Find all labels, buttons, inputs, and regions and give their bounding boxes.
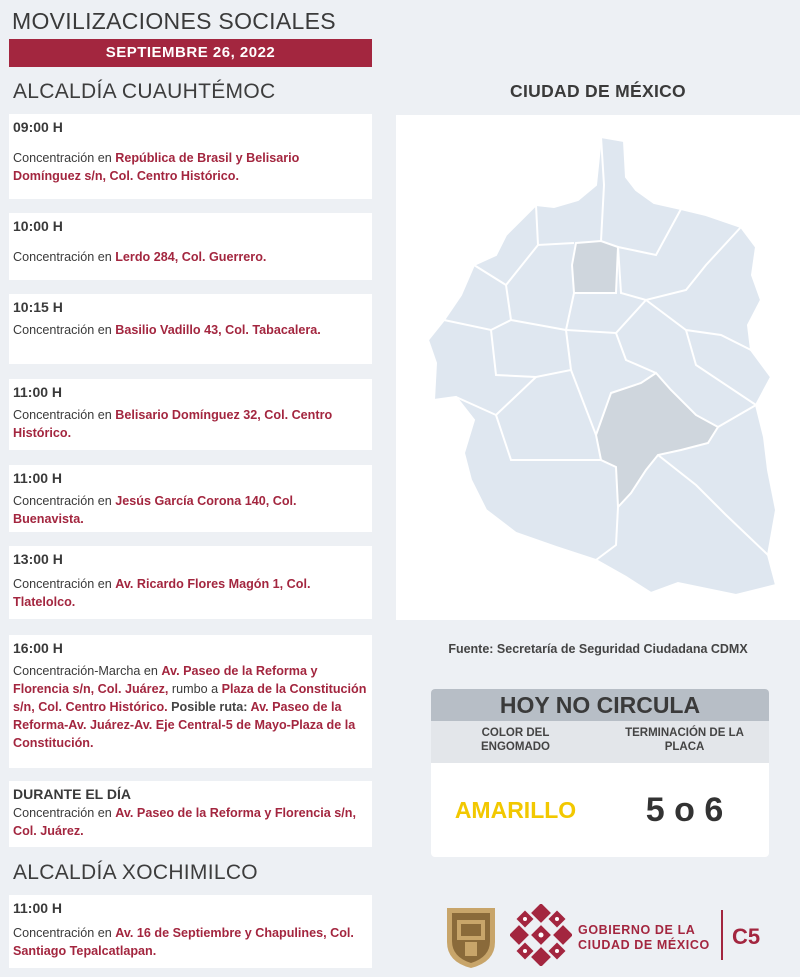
cuauhtemoc-region [572,241,618,293]
sticker-color-value: AMARILLO [454,796,577,823]
section-title-xochimilco: ALCALDÍA XOCHIMILCO [13,861,258,884]
map-panel [396,115,800,620]
event-time: 09:00 H [13,119,63,135]
event-time: 13:00 H [13,551,63,567]
event-time: 16:00 H [13,640,63,656]
event-description: Concentración en República de Brasil y Belisario Domínguez s/n, Col. Centro Histórico. [13,151,300,183]
event-time: 10:15 H [13,299,63,315]
event-card [9,213,372,280]
event-description: Concentración en Belisario Domínguez 32, Col. Centro Histórico. [13,408,333,440]
event-description: Concentración en Basilio Vadillo 43, Col. Tabacalera. [13,323,321,337]
event-description: Concentración en Av. Ricardo Flores Magón 1, Col. Tlatelolco. [13,577,311,609]
cdmx-map [396,115,800,620]
map-source: Fuente: Secretaría de Seguridad Ciudadana CDMX [448,642,748,656]
event-card [9,635,372,768]
section-title-cuauhtemoc: ALCALDÍA CUAUHTÉMOC [13,80,276,103]
plate-digits-value: 5 o 6 [645,790,724,829]
plate-column-label: TERMINACIÓN DE LA PLACA [625,727,744,753]
footer-logos [440,900,780,970]
event-time: 11:00 H [13,900,63,916]
event-time: DURANTE EL DÍA [13,786,131,802]
hoy-no-circula-values [431,763,769,857]
event-description: Concentración en Jesús García Corona 140, Col. Buenavista. [13,494,297,526]
hoy-no-circula-title: HOY NO CIRCULA [431,689,769,721]
event-card [9,781,372,847]
hoy-no-circula-column-headers [431,721,769,763]
event-card [9,546,372,619]
event-card [9,114,372,199]
event-card [9,465,372,532]
color-column-label: COLOR DEL ENGOMADO [481,727,550,753]
event-card [9,379,372,450]
logo-divider [721,910,723,960]
event-time: 10:00 H [13,218,63,234]
event-description: Concentración-Marcha en Av. Paseo de la Reforma y Florencia s/n, Col. Juárez, rumbo a Plaza de la Constitución s/n, Col. Centro Histórico. Posible ruta: Av. Paseo de la Reforma-Av. Juárez-Av. Eje Central-5 de Mayo-Plaza de la Constitución. [13,664,367,750]
c5-logo: C5 [732,924,761,949]
gobierno-cdmx-wordmark: GOBIERNO DE LA CIUDAD DE MÉXICO [578,923,710,952]
coat-of-arms-icon [443,906,499,970]
event-time: 11:00 H [13,384,63,400]
date-banner: SEPTIEMBRE 26, 2022 [9,39,372,67]
page-title: MOVILIZACIONES SOCIALES [12,8,336,34]
cdmx-logo-icon [510,904,572,966]
event-card [9,294,372,364]
hoy-no-circula-panel [431,689,769,857]
event-card [9,895,372,968]
map-title: CIUDAD DE MÉXICO [510,81,686,101]
event-description: Concentración en Av. Paseo de la Reforma y Florencia s/n, Col. Juárez. [13,806,357,838]
event-description: Concentración en Lerdo 284, Col. Guerrero. [13,250,267,264]
event-description: Concentración en Av. 16 de Septiembre y Chapulines, Col. Santiago Tepalcatlapan. [13,926,354,958]
event-time: 11:00 H [13,470,63,486]
